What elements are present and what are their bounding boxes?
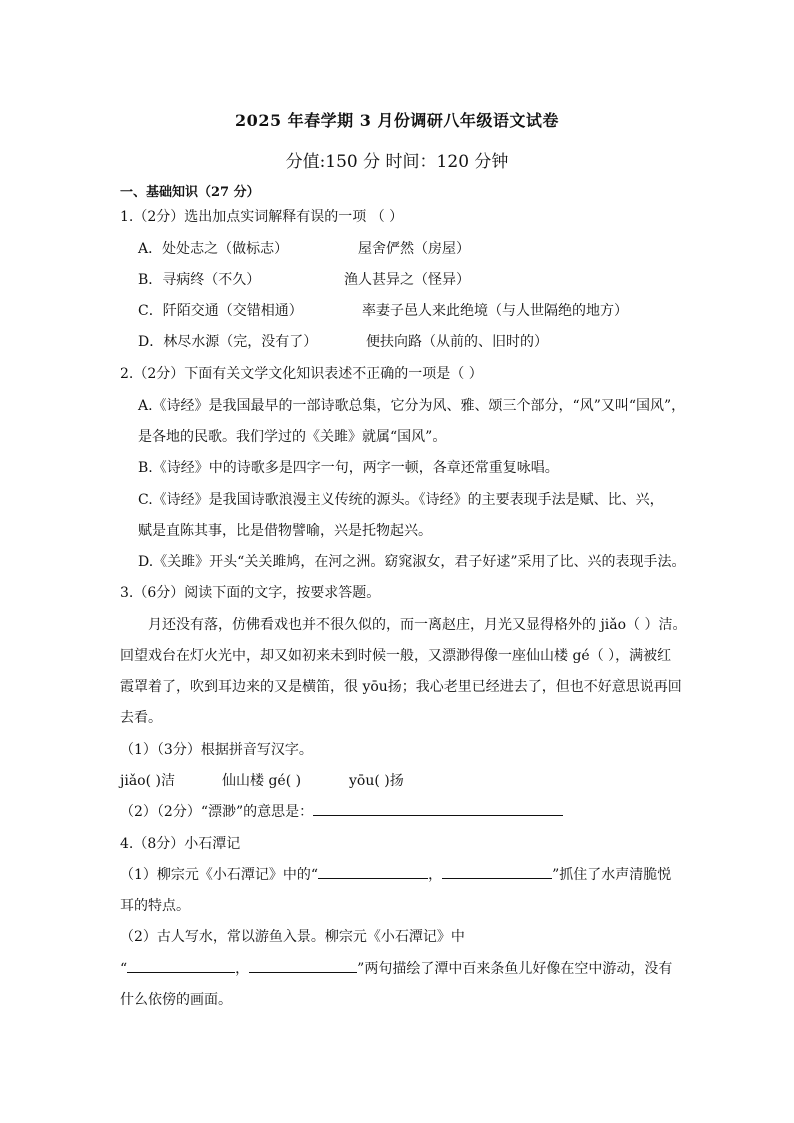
q4-sub1-separator: ， [428,867,443,883]
q3-sub1: （1）（3分）根据拼音写汉字。 [120,742,313,758]
q3-passage-line-3: 霞罩着了，吹到耳边来的又是横笛，很 yōu扬；我心老里已经进去了，但也不好意思说再回 [120,679,682,695]
q4-sub2: （2）古人写水，常以游鱼入景。柳宗元《小石潭记》中 [120,929,465,945]
q1-stem: 1.（2分）选出加点实词解释有误的一项 （ ） [120,209,404,225]
q1-option-d-left: D．林尽水源（完，没有了） [138,334,318,350]
q1-option-a-right: 屋舍俨然（房屋） [358,241,470,257]
q2-stem: 2.（2分）下面有关文学文化知识表述不正确的一项是（ ） [120,366,483,382]
q4-sub1 [120,864,671,884]
q1-option-c-left: C．阡陌交通（交错相通） [138,303,303,319]
q3-sub2 [120,801,563,821]
q4-sub2-blank-2[interactable] [249,959,357,973]
q4-sub2-separator: ， [235,961,250,977]
q1-option-d-right: 便扶向路（从前的、旧时的） [366,334,548,350]
q3-pinyin-ge: 仙山楼 gé( ) [222,773,302,789]
q2-line-4: C.《诗经》是我国诗歌浪漫主义传统的源头。《诗经》的主要表现手法是赋、比、兴， [138,492,664,508]
q2-line-1: A.《诗经》是我国最早的一部诗歌总集，它分为风、雅、颂三个部分，“风”又叫“国风”， [138,398,686,414]
q4-sub1-blank-1[interactable] [318,865,428,879]
exam-subtitle: 分值:150 分 时间：120 分钟 [285,152,509,172]
q1-option-c-right: 率妻子邑人来此绝境（与人世隔绝的地方） [362,303,628,319]
q3-pinyin-jiao: jiǎo( )洁 [120,773,175,789]
q4-sub2-open-quote: “ [120,961,128,977]
q3-passage-line-2: 回望戏台在灯火光中，却又如初来未到时候一般，又漂渺得像一座仙山楼 gé（ ），满被红 [120,648,672,664]
q4-stem: 4.（8分）小石潭记 [120,836,241,852]
q3-pinyin-you: yōu( )扬 [349,773,404,789]
q4-sub2-suffix: ”两句描绘了潭中百来条鱼儿好像在空中游动，没有 [357,961,673,977]
q4-sub1-continuation: 耳的特点。 [120,898,190,914]
q4-sub1-blank-2[interactable] [442,865,552,879]
q2-line-5: 赋是直陈其事，比是借物譬喻，兴是托物起兴。 [138,523,432,539]
q3-passage-line-4: 去看。 [120,710,162,726]
exam-title: 2025 年春学期 3 月份调研八年级语文试卷 [235,111,559,130]
q3-sub2-answer-blank[interactable] [313,802,563,816]
q3-sub2-label: （2）（2分）“漂渺”的意思是： [120,804,314,820]
q1-option-b-right: 渔人甚异之（怪异） [344,272,470,288]
q4-sub1-prefix: （1）柳宗元《小石潭记》中的“ [120,867,319,883]
q4-sub2-blank-1[interactable] [127,959,235,973]
q2-line-6: D.《关雎》开头“关关雎鸠，在河之洲。窈窕淑女，君子好逑”采用了比、兴的表现手法。 [138,554,686,570]
q4-sub2-answer-line [120,958,672,978]
q4-sub1-suffix: ”抓住了水声清脆悦 [552,867,672,883]
q3-stem: 3.（6分）阅读下面的文字，按要求答题。 [120,585,381,601]
q1-option-b-left: B．寻病终（不久） [138,272,261,288]
q3-passage-line-1: 月还没有落，仿佛看戏也并不很久似的，而一离赵庄，月光又显得格外的 jiǎo（ ）洁。 [148,617,687,633]
section-heading: 一、基础知识（27 分） [120,185,260,200]
q4-sub2-continuation: 什么依傍的画面。 [120,992,232,1008]
q1-option-a-left: A．处处志之（做标志） [138,241,289,257]
q2-line-3: B.《诗经》中的诗歌多是四字一句，两字一顿，各章还常重复咏唱。 [138,460,559,476]
q2-line-2: 是各地的民歌。我们学过的《关雎》就属“国风”。 [138,429,447,445]
